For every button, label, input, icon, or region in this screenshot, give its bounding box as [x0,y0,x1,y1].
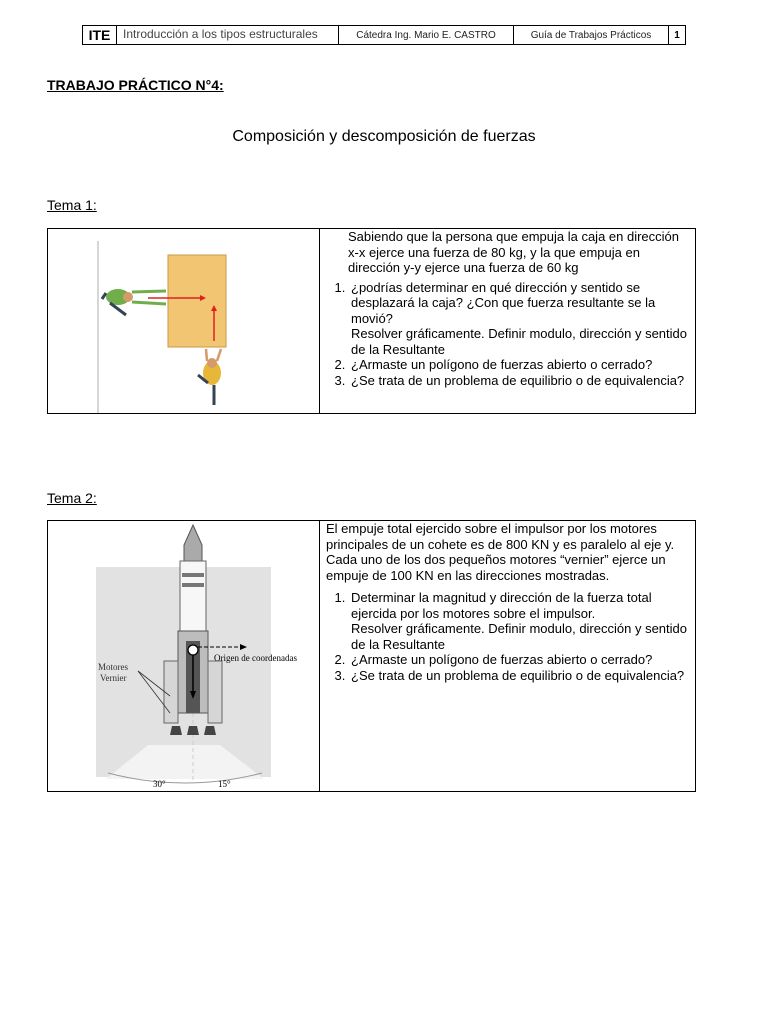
rocket-illustration [48,521,320,793]
tema1-question-2 [349,357,689,373]
tema2-q3-text: ¿Se trata de un problema de equilibrio o de equivalencia? [351,667,685,683]
tema2-figure [48,521,320,791]
tema1-label: Tema 1: [47,197,97,213]
tema2-question-1 [349,590,689,652]
tema1-figure [48,229,320,413]
box-push-illustration [48,229,320,415]
tema1-box [47,228,696,414]
header-abbreviation: ITE [83,26,117,44]
practice-title: TRABAJO PRÁCTICO N°4: [47,77,224,93]
tema2-label: Tema 2: [47,490,97,506]
tema1-text [320,229,695,413]
tema2-text [320,521,695,791]
tema2-question-2 [349,652,689,668]
page-header [82,25,686,45]
document-title: Composición y descomposición de fuerzas [232,128,536,145]
header-page-number: 1 [674,29,680,41]
tema2-q2-text: ¿Armaste un polígono de fuerzas abierto o cerrado? [351,652,653,667]
tema2-box [47,520,696,792]
tema1-question-list [326,280,689,389]
tema1-q1-text: ¿podrías determinar en qué dirección y sentido se desplazará la caja? ¿Con que fuerza resultante se la movió? [351,279,656,326]
tema1-intro: Sabiendo que la persona que empuja la caja en dirección x-x ejerce una fuerza de 80 kg, y la que empuja en dirección y-y ejerce una fuerza de 60 kg [348,229,680,275]
tema2-q1-instruction: Resolver gráficamente. Definir modulo, dirección y sentido de la Resultante [351,621,687,652]
tema2-intro: El empuje total ejercido sobre el impulsor por los motores principales de un cohete es de 800 KN y es paralelo al eje y. Cada uno de los dos pequeños motores “vernier” ejerce un empuje de 100 KN en las direcciones mostradas. [326,521,675,583]
tema1-question-3 [349,373,689,389]
header-guide: Guía de Trabajos Prácticos [514,26,669,44]
vernier-label: Vernier [100,673,127,683]
tema1-question-1 [349,280,689,358]
tema2-question-3 [349,668,689,684]
tema1-q1-instruction: Resolver gráficamente. Definir modulo, dirección y sentido de la Resultante [351,326,687,357]
tema2-q1-text: Determinar la magnitud y dirección de la fuerza total ejercida por los motores sobre el impulsor. [351,590,652,621]
angle-left-label: 30° [153,779,166,789]
header-chair: Cátedra Ing. Mario E. CASTRO [339,26,514,44]
motors-label: Motores [98,662,128,672]
header-course: Introducción a los tipos estructurales [117,26,339,44]
origin-label: Origen de coordenadas [214,653,297,663]
tema2-question-list [326,590,689,683]
angle-right-label: 15° [218,779,231,789]
tema1-q2-text: ¿Armaste un polígono de fuerzas abierto o cerrado? [351,357,653,372]
tema1-q3-text: ¿Se trata de un problema de equilibrio o de equivalencia? [351,372,685,388]
